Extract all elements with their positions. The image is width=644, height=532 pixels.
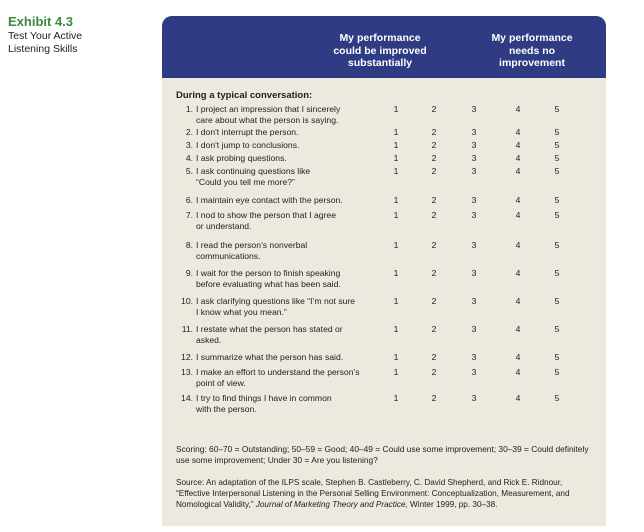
item-row <box>162 127 606 140</box>
item-number: 6. <box>185 195 193 205</box>
item-row <box>162 166 606 195</box>
source-journal: Journal of Marketing Theory and Practice, <box>255 499 408 509</box>
scale-header <box>162 16 606 78</box>
score-4: 4 <box>515 127 521 137</box>
score-1: 1 <box>393 140 399 150</box>
score-3: 3 <box>471 140 477 150</box>
item-row <box>162 195 606 210</box>
score-1: 1 <box>393 240 399 250</box>
score-5: 5 <box>554 324 560 334</box>
score-5: 5 <box>554 393 560 403</box>
score-3: 3 <box>471 352 477 362</box>
item-text: I ask continuing questions like “Could you tell me more?” <box>196 166 311 188</box>
score-3: 3 <box>471 393 477 403</box>
exhibit-label <box>8 14 158 56</box>
item-number: 9. <box>185 268 193 278</box>
item-number: 12. <box>181 352 193 362</box>
item-text: I don't jump to conclusions. <box>196 140 300 150</box>
score-1: 1 <box>393 127 399 137</box>
score-3: 3 <box>471 268 477 278</box>
score-5: 5 <box>554 153 560 163</box>
item-row <box>162 140 606 153</box>
score-1: 1 <box>393 352 399 362</box>
score-4: 4 <box>515 296 521 306</box>
score-5: 5 <box>554 240 560 250</box>
item-text: I wait for the person to finish speaking before evaluating what has been said. <box>196 268 341 290</box>
score-2: 2 <box>431 393 437 403</box>
score-2: 2 <box>431 296 437 306</box>
score-4: 4 <box>515 240 521 250</box>
score-3: 3 <box>471 127 477 137</box>
score-4: 4 <box>515 104 521 114</box>
item-row <box>162 210 606 240</box>
score-5: 5 <box>554 352 560 362</box>
score-1: 1 <box>393 393 399 403</box>
score-1: 1 <box>393 268 399 278</box>
questionnaire-items <box>162 104 606 419</box>
item-row <box>162 352 606 367</box>
item-text: I summarize what the person has said. <box>196 352 344 362</box>
item-number: 2. <box>185 127 193 137</box>
source-citation <box>176 478 596 510</box>
item-number: 10. <box>181 296 193 306</box>
item-number: 14. <box>181 393 193 403</box>
score-1: 1 <box>393 195 399 205</box>
item-text: I don't interrupt the person. <box>196 127 299 137</box>
score-4: 4 <box>515 195 521 205</box>
item-text: I restate what the person has stated or asked. <box>196 324 343 346</box>
score-5: 5 <box>554 166 560 176</box>
score-3: 3 <box>471 324 477 334</box>
score-2: 2 <box>431 166 437 176</box>
score-2: 2 <box>431 127 437 137</box>
score-2: 2 <box>431 104 437 114</box>
item-row <box>162 104 606 127</box>
score-5: 5 <box>554 296 560 306</box>
score-2: 2 <box>431 140 437 150</box>
score-2: 2 <box>431 210 437 220</box>
scoring-guide: Scoring: 60–70 = Outstanding; 50–59 = Good; 40–49 = Could use some improvement; 30–39 = Could definitely use some improvement; Under 30 = Are you listening? <box>176 444 589 465</box>
score-1: 1 <box>393 367 399 377</box>
score-3: 3 <box>471 104 477 114</box>
score-5: 5 <box>554 268 560 278</box>
score-5: 5 <box>554 195 560 205</box>
score-4: 4 <box>515 393 521 403</box>
item-text: I make an effort to understand the person’s point of view. <box>196 367 360 389</box>
scale-high-label: My performance needs no improvement <box>491 32 573 69</box>
score-1: 1 <box>393 296 399 306</box>
score-1: 1 <box>393 153 399 163</box>
item-number: 11. <box>181 324 193 334</box>
item-number: 13. <box>181 367 193 377</box>
score-5: 5 <box>554 367 560 377</box>
score-4: 4 <box>515 268 521 278</box>
exhibit-subtitle-line1: Test Your Active <box>8 30 83 42</box>
score-4: 4 <box>515 324 521 334</box>
item-number: 1. <box>185 104 193 114</box>
item-number: 8. <box>185 240 193 250</box>
score-5: 5 <box>554 104 560 114</box>
questionnaire-intro: During a typical conversation: <box>176 90 313 101</box>
item-row <box>162 324 606 352</box>
item-row <box>162 268 606 296</box>
source-text-a: Source: An adaptation of the ILPS scale, Stephen B. Castleberry, C. David Shepherd, and Rick E. Ridnour, “Effective Interpersonal Listening in the Personal Selling Environment: Conceptualization, Measurement, and Nomological Validity,” <box>176 478 570 509</box>
score-2: 2 <box>431 240 437 250</box>
item-number: 3. <box>185 140 193 150</box>
score-2: 2 <box>431 367 437 377</box>
item-text: I read the person’s nonverbal communications. <box>196 240 308 262</box>
item-text: I nod to show the person that I agree or understand. <box>196 210 336 232</box>
score-2: 2 <box>431 268 437 278</box>
score-2: 2 <box>431 352 437 362</box>
item-row <box>162 296 606 324</box>
score-5: 5 <box>554 127 560 137</box>
score-3: 3 <box>471 210 477 220</box>
item-row <box>162 393 606 419</box>
questionnaire-panel <box>162 16 606 526</box>
score-3: 3 <box>471 166 477 176</box>
score-4: 4 <box>515 210 521 220</box>
item-text: I project an impression that I sincerely care about what the person is saying. <box>196 104 341 126</box>
score-5: 5 <box>554 140 560 150</box>
score-2: 2 <box>431 324 437 334</box>
score-2: 2 <box>431 153 437 163</box>
source-text-b: Winter 1999, pp. 30–38. <box>407 499 498 509</box>
item-text: I maintain eye contact with the person. <box>196 195 343 205</box>
item-number: 4. <box>185 153 193 163</box>
score-3: 3 <box>471 195 477 205</box>
item-row <box>162 153 606 166</box>
exhibit-subtitle-line2: Listening Skills <box>8 43 78 55</box>
score-3: 3 <box>471 367 477 377</box>
score-4: 4 <box>515 166 521 176</box>
score-1: 1 <box>393 104 399 114</box>
scale-low-label: My performance could be improved substantially <box>333 32 427 69</box>
score-4: 4 <box>515 352 521 362</box>
score-2: 2 <box>431 195 437 205</box>
score-4: 4 <box>515 140 521 150</box>
score-5: 5 <box>554 210 560 220</box>
item-text: I ask clarifying questions like “I’m not sure I know what you mean.” <box>196 296 356 318</box>
item-text: I try to find things I have in common with the person. <box>196 393 332 415</box>
item-number: 5. <box>185 166 193 176</box>
item-row <box>162 240 606 268</box>
item-number: 7. <box>185 210 193 220</box>
score-4: 4 <box>515 153 521 163</box>
item-text: I ask probing questions. <box>196 153 287 163</box>
score-3: 3 <box>471 296 477 306</box>
score-1: 1 <box>393 210 399 220</box>
score-4: 4 <box>515 367 521 377</box>
item-row <box>162 367 606 393</box>
score-1: 1 <box>393 324 399 334</box>
score-3: 3 <box>471 153 477 163</box>
exhibit-title: Exhibit 4.3 <box>8 14 74 29</box>
score-1: 1 <box>393 166 399 176</box>
score-3: 3 <box>471 240 477 250</box>
